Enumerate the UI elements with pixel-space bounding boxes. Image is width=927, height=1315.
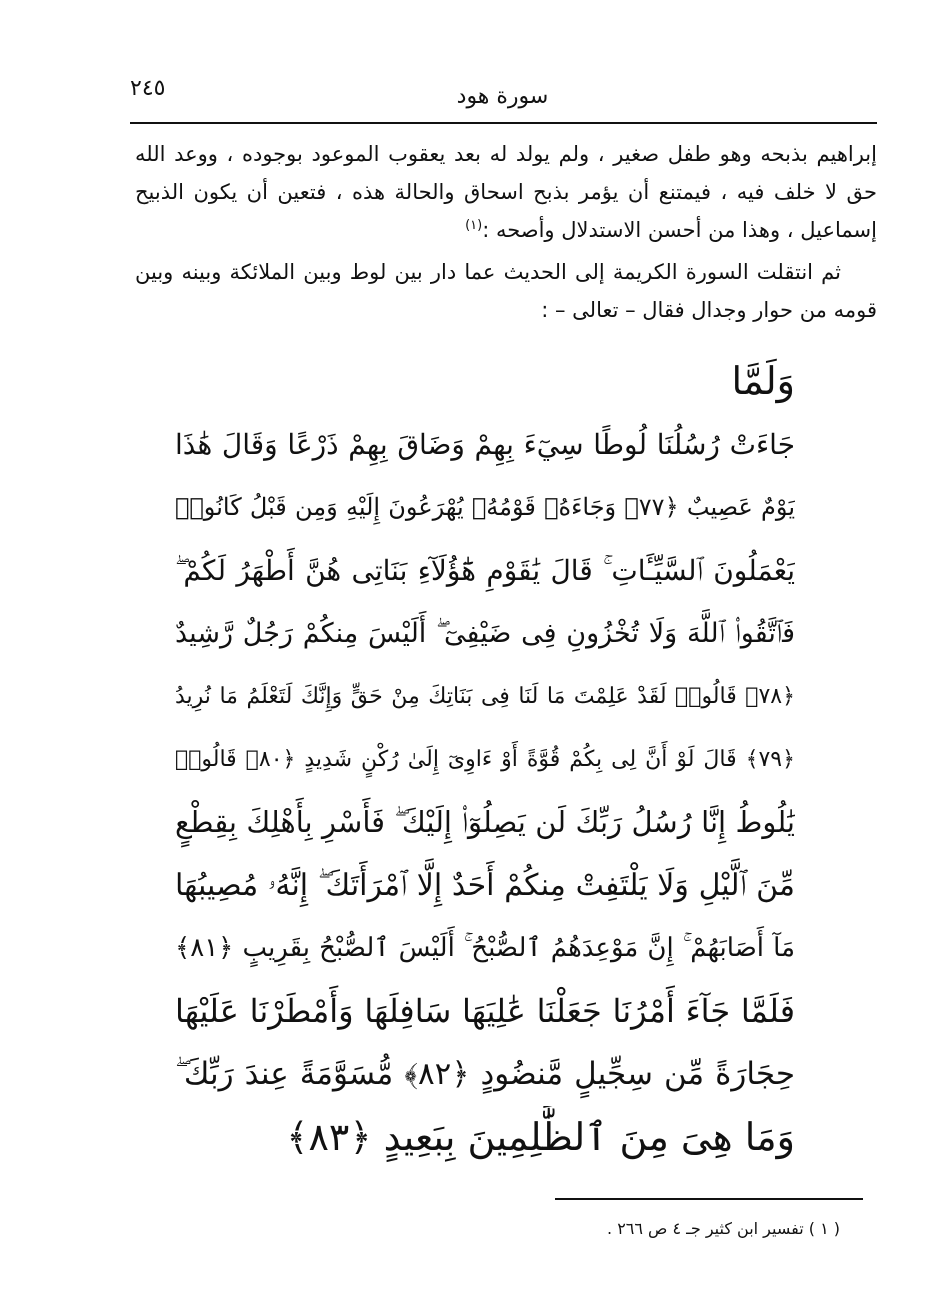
commentary-paragraph-1 [135,135,877,249]
commentary-paragraph-1-text: إبراهيم بذبحه وهو طفل صغير ، ولم يولد له بعد يعقوب الموعود بوجوده ، ووعد الله حق لا خلف فيه ، فيمتنع أن يؤمر بذبح اسحاق والحالة هذه ، فتعين أن يكون الذبيح إسماعيل ، وهذا من أحسن الاستدلال وأصحه : [135,142,877,242]
commentary-paragraph-2: ثم انتقلت السورة الكريمة إلى الحديث عما دار بين لوط وبين الملائكة وبينه وبين قومه من حوار وجدال فقال – تعالى – : [135,260,877,322]
surah-title: سورة هود [456,84,549,109]
verse-line: مِّنَ ٱلَّيْلِ وَلَا يَلْتَفِتْ مِنكُمْ أَحَدٌ إِلَّا ٱمْرَأَتَكَ ۖ إِنَّهُۥ مُصِيبُهَا [175,868,795,903]
page-number: ٢٤٥ [130,76,166,101]
footnote-reference: (١) [465,218,483,233]
footnote: ( ١ ) تفسير ابن كثير جـ ٤ ص ٢٦٦ . [607,1219,840,1238]
header-divider [130,122,877,124]
verse-line: ﴿٧٨﴾ قَالُوا۟ لَقَدْ عَلِمْتَ مَا لَنَا فِى بَنَاتِكَ مِنْ حَقٍّ وَإِنَّكَ لَتَعْلَمُ مَا نُرِيدُ [175,684,795,709]
commentary-text [135,135,877,329]
verse-line: فَلَمَّا جَآءَ أَمْرُنَا جَعَلْنَا عَٰلِيَهَا سَافِلَهَا وَأَمْطَرْنَا عَلَيْهَا [175,992,795,1030]
verse-line: وَمَا هِىَ مِنَ ٱلظَّٰلِمِينَ بِبَعِيدٍ ﴿٨٣﴾ [286,1115,795,1159]
verse-line: مَآ أَصَابَهُمْ ۚ إِنَّ مَوْعِدَهُمُ ٱلصُّبْحُ ۚ أَلَيْسَ ٱلصُّبْحُ بِقَرِيبٍ ﴿٨١﴾ [175,933,795,963]
verse-line: يَٰلُوطُ إِنَّا رُسُلُ رَبِّكَ لَن يَصِلُوٓا۟ إِلَيْكَ ۖ فَأَسْرِ بِأَهْلِكَ بِقِطْعٍ [175,805,795,839]
quran-verses [175,350,795,1169]
verse-line: فَٱتَّقُوا۟ ٱللَّهَ وَلَا تُخْزُونِ فِى ضَيْفِىٓ ۖ أَلَيْسَ مِنكُمْ رَجُلٌ رَّشِيدٌ [175,618,795,649]
verse-line: يَعْمَلُونَ ٱلسَّيِّـَٔاتِ ۚ قَالَ يَٰقَوْمِ هَٰٓؤُلَآءِ بَنَاتِى هُنَّ أَطْهَرُ لَكُمْ ۖ [175,554,795,587]
running-header [130,70,875,120]
verse-line: حِجَارَةً مِّن سِجِّيلٍ مَّنضُودٍ ﴿٨٢﴾ مُّسَوَّمَةً عِندَ رَبِّكَ ۖ [175,1056,795,1092]
verse-line: وَلَمَّا [731,359,795,403]
footnote-divider [555,1198,863,1200]
verse-line: يَوْمٌ عَصِيبٌ ﴿٧٧﴾ وَجَاءَهُۥ قَوْمُهُۥ يُهْرَعُونَ إِلَيْهِ وَمِن قَبْلُ كَانُوا۟ [175,493,795,521]
verse-line: جَاءَتْ رُسُلُنَا لُوطًا سِيٓءَ بِهِمْ وَضَاقَ بِهِمْ ذَرْعًا وَقَالَ هَٰذَا [175,428,795,461]
verse-line: ﴿٧٩﴾ قَالَ لَوْ أَنَّ لِى بِكُمْ قُوَّةً أَوْ ءَاوِىٓ إِلَىٰ رُكْنٍ شَدِيدٍ ﴿٨٠﴾ قَالُوا۟ [175,747,795,772]
